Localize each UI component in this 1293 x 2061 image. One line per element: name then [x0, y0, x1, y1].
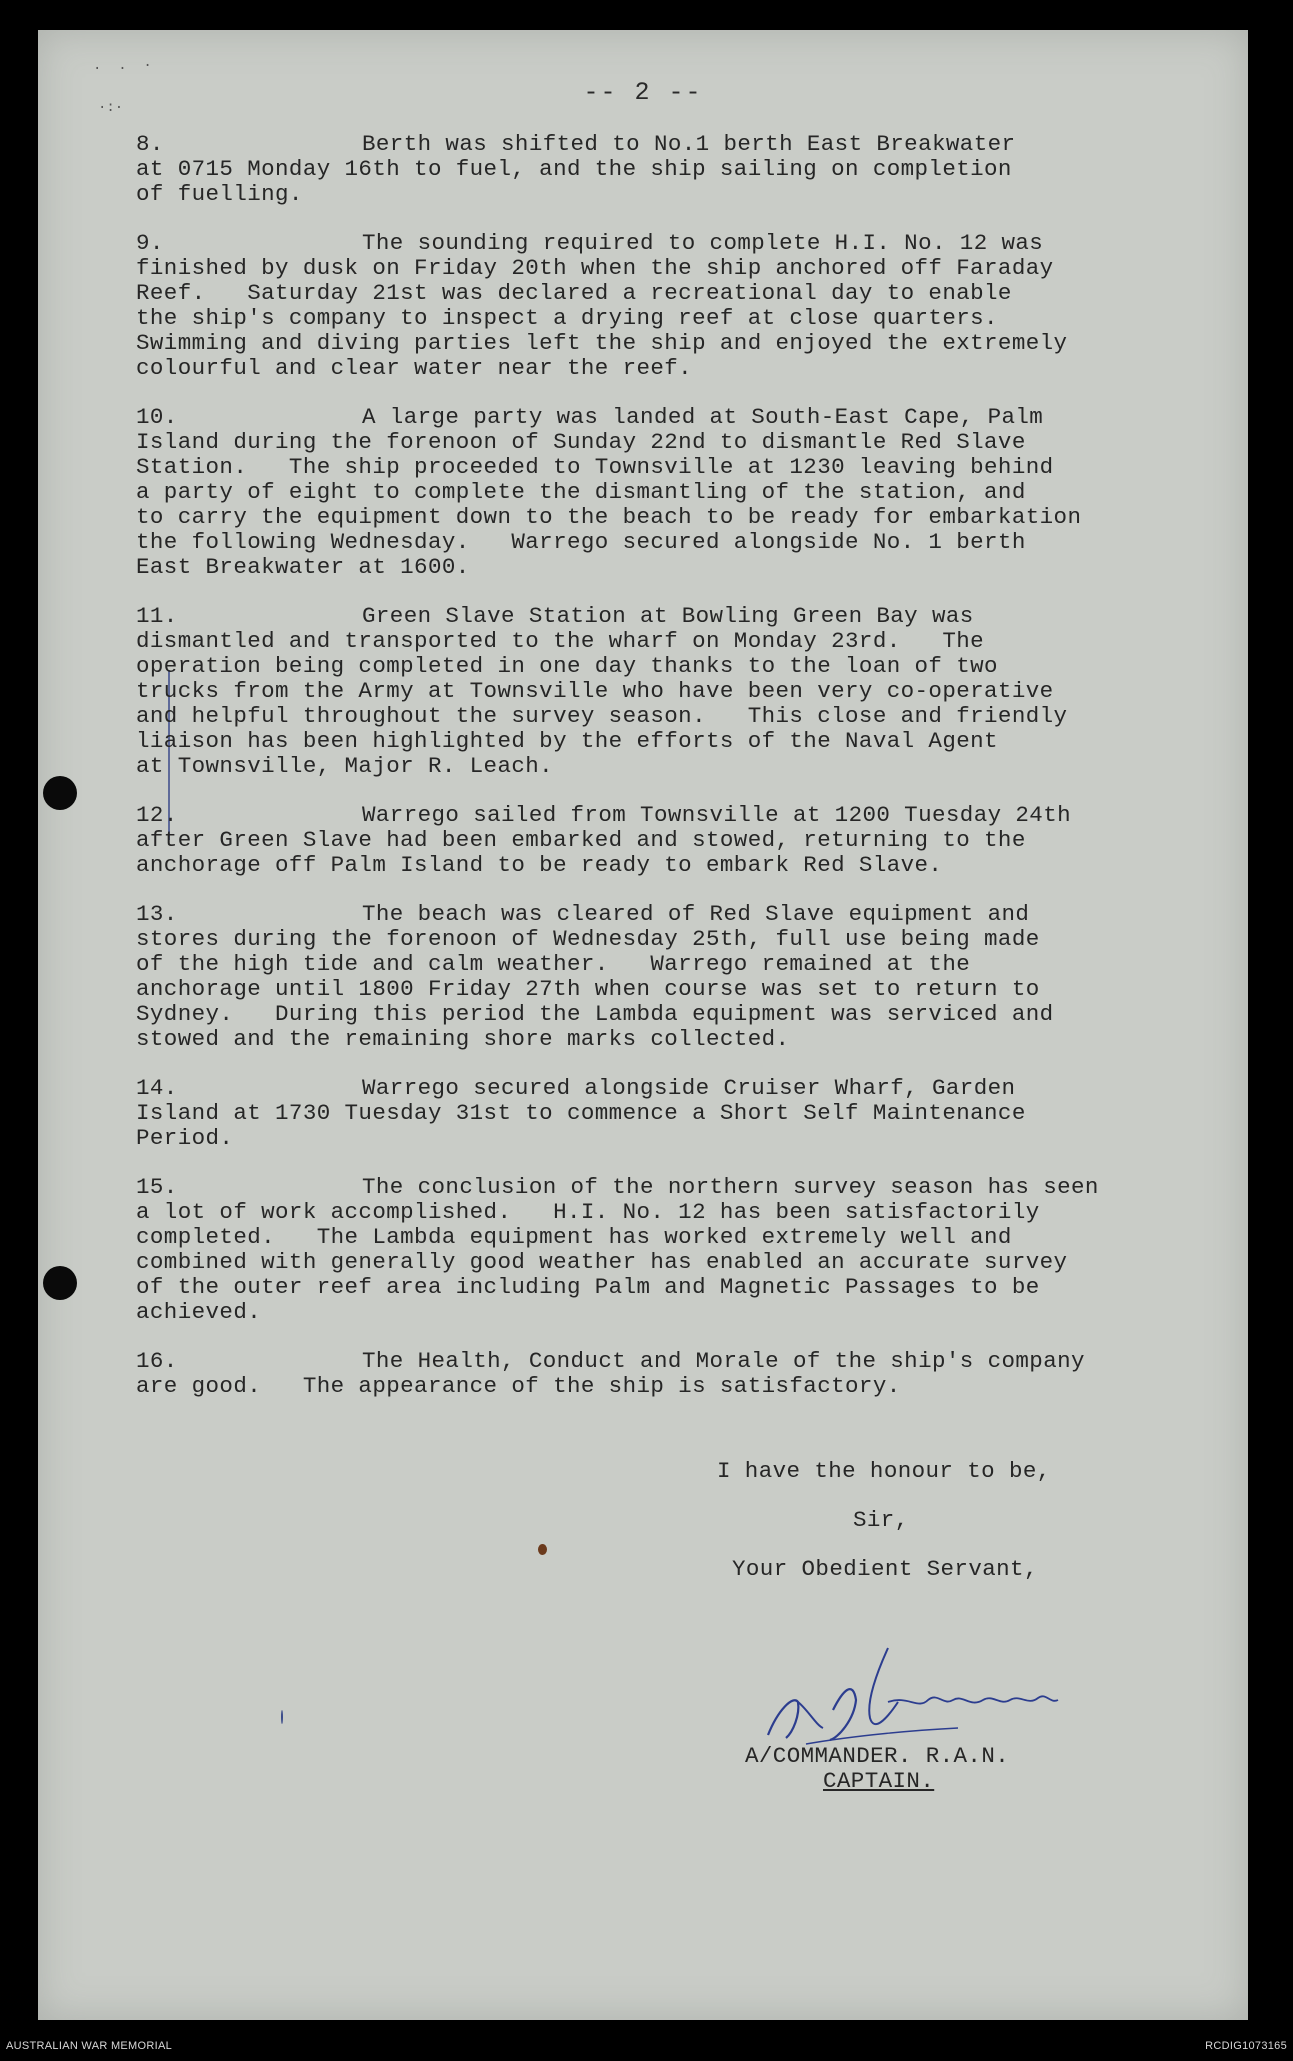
paragraph-line — [136, 1200, 1176, 1225]
paragraph-line — [136, 629, 1176, 654]
paragraph-11 — [136, 604, 1176, 779]
page-number: -- 2 -- — [583, 78, 703, 107]
paragraph-text: are good. The appearance of the ship is satisfactory. — [136, 1373, 901, 1399]
paragraph-line — [136, 803, 1176, 828]
paragraph-number: 14. — [136, 1075, 178, 1101]
letter-body — [136, 132, 1176, 1423]
paragraph-number: 15. — [136, 1174, 178, 1200]
paper-speck: ·:· — [98, 100, 124, 116]
closing-line-servant: Your Obedient Servant, — [732, 1556, 1038, 1582]
paragraph-text: Station. The ship proceeded to Townsville at 1230 leaving behind — [136, 454, 1054, 480]
paragraph-text: Period. — [136, 1125, 234, 1151]
pen-mark — [281, 1710, 283, 1724]
paragraph-text: stores during the forenoon of Wednesday 25th, full use being made — [136, 926, 1040, 952]
paragraph-text: after Green Slave had been embarked and stowed, returning to the — [136, 827, 1026, 853]
footer-institution: AUSTRALIAN WAR MEMORIAL — [6, 2040, 173, 2052]
paragraph-text: finished by dusk on Friday 20th when the ship anchored off Faraday — [136, 255, 1054, 281]
punch-hole-top — [43, 776, 77, 810]
paragraph-number: 13. — [136, 901, 178, 927]
paragraph-line — [136, 679, 1176, 704]
paragraph-line — [136, 1126, 1176, 1151]
paragraph-line — [136, 157, 1176, 182]
paragraph-number: 9. — [136, 230, 164, 256]
paragraph-line — [136, 132, 1176, 157]
paragraph-text: of fuelling. — [136, 181, 303, 207]
paragraph-text: The Health, Conduct and Morale of the ship's company — [362, 1348, 1085, 1374]
closing-line-honour: I have the honour to be, — [717, 1458, 1051, 1484]
paragraph-line — [136, 356, 1176, 381]
paragraph-line — [136, 1300, 1176, 1325]
paragraph-line — [136, 952, 1176, 977]
paragraph-text: Reef. Saturday 21st was declared a recreational day to enable — [136, 280, 1012, 306]
paragraph-line — [136, 505, 1176, 530]
paragraph-line — [136, 1076, 1176, 1101]
paragraph-9 — [136, 231, 1176, 381]
paragraph-text: Berth was shifted to No.1 berth East Breakwater — [362, 131, 1016, 157]
paragraph-line — [136, 231, 1176, 256]
paragraph-line — [136, 480, 1176, 505]
paragraph-text: the following Wednesday. Warrego secured alongside No. 1 berth — [136, 529, 1026, 555]
paragraph-text: liaison has been highlighted by the efforts of the Naval Agent — [136, 728, 998, 754]
paragraph-line — [136, 1101, 1176, 1126]
paragraph-line — [136, 853, 1176, 878]
paragraph-number: 8. — [136, 131, 164, 157]
paragraph-line — [136, 828, 1176, 853]
paragraph-text: Island at 1730 Tuesday 31st to commence a Short Self Maintenance — [136, 1100, 1026, 1126]
paragraph-line — [136, 306, 1176, 331]
paragraph-line — [136, 1374, 1176, 1399]
paragraph-text: The conclusion of the northern survey season has seen — [362, 1174, 1099, 1200]
paragraph-line — [136, 977, 1176, 1002]
paragraph-text: The sounding required to complete H.I. No. 12 was — [362, 230, 1044, 256]
paragraph-text: Sydney. During this period the Lambda equipment was serviced and — [136, 1001, 1054, 1027]
paragraph-text: East Breakwater at 1600. — [136, 554, 470, 580]
paragraph-line — [136, 1027, 1176, 1052]
paragraph-10 — [136, 405, 1176, 580]
paragraph-number: 16. — [136, 1348, 178, 1374]
paragraph-text: a party of eight to complete the dismantling of the station, and — [136, 479, 1026, 505]
paragraph-line — [136, 1349, 1176, 1374]
paragraph-text: The beach was cleared of Red Slave equipment and — [362, 901, 1030, 927]
paragraph-line — [136, 455, 1176, 480]
punch-hole-bottom — [43, 1266, 77, 1300]
paragraph-line — [136, 182, 1176, 207]
paragraph-15 — [136, 1175, 1176, 1325]
paragraph-line — [136, 331, 1176, 356]
paragraph-text: at Townsville, Major R. Leach. — [136, 753, 554, 779]
paper-speck: . . · — [93, 58, 152, 74]
paragraph-text: stowed and the remaining shore marks collected. — [136, 1026, 790, 1052]
paragraph-line — [136, 281, 1176, 306]
paragraph-12 — [136, 803, 1176, 878]
paragraph-line — [136, 1175, 1176, 1200]
paragraph-text: Swimming and diving parties left the ship and enjoyed the extremely — [136, 330, 1068, 356]
paragraph-line — [136, 729, 1176, 754]
paragraph-text: Warrego sailed from Townsville at 1200 Tuesday 24th — [362, 802, 1072, 828]
paragraph-text: Warrego secured alongside Cruiser Wharf, Garden — [362, 1075, 1016, 1101]
paragraph-line — [136, 902, 1176, 927]
paragraph-line — [136, 927, 1176, 952]
paragraph-text: trucks from the Army at Townsville who have been very co-operative — [136, 678, 1054, 704]
paragraph-number: 12. — [136, 802, 178, 828]
paragraph-number: 10. — [136, 404, 178, 430]
ink-stain — [538, 1544, 547, 1555]
paragraph-text: A large party was landed at South-East Cape, Palm — [362, 404, 1044, 430]
paragraph-16 — [136, 1349, 1176, 1399]
signatory-title: CAPTAIN. — [823, 1768, 935, 1794]
paragraph-text: to carry the equipment down to the beach to be ready for embarkation — [136, 504, 1082, 530]
paragraph-line — [136, 430, 1176, 455]
paragraph-text: anchorage off Palm Island to be ready to embark Red Slave. — [136, 852, 943, 878]
paragraph-text: the ship's company to inspect a drying reef at close quarters. — [136, 305, 998, 331]
paragraph-text: at 0715 Monday 16th to fuel, and the ship sailing on completion — [136, 156, 1012, 182]
paragraph-line — [136, 530, 1176, 555]
paragraph-text: dismantled and transported to the wharf on Monday 23rd. The — [136, 628, 985, 654]
paragraph-14 — [136, 1076, 1176, 1151]
paragraph-line — [136, 1250, 1176, 1275]
paragraph-number: 11. — [136, 603, 178, 629]
paragraph-text: a lot of work accomplished. H.I. No. 12 has been satisfactorily — [136, 1199, 1040, 1225]
paragraph-text: achieved. — [136, 1299, 262, 1325]
paragraph-line — [136, 405, 1176, 430]
paragraph-text: anchorage until 1800 Friday 27th when course was set to return to — [136, 976, 1040, 1002]
handwritten-signature — [738, 1640, 1078, 1760]
paragraph-8 — [136, 132, 1176, 207]
paragraph-text: and helpful throughout the survey season. This close and friendly — [136, 703, 1068, 729]
paragraph-line — [136, 555, 1176, 580]
paragraph-13 — [136, 902, 1176, 1052]
paragraph-line — [136, 1275, 1176, 1300]
paragraph-line — [136, 754, 1176, 779]
paragraph-text: Island during the forenoon of Sunday 22nd to dismantle Red Slave — [136, 429, 1026, 455]
paragraph-text: of the high tide and calm weather. Warrego remained at the — [136, 951, 971, 977]
footer-record-id: RCDIG1073165 — [1205, 2040, 1287, 2052]
paragraph-line — [136, 654, 1176, 679]
paragraph-text: combined with generally good weather has enabled an accurate survey — [136, 1249, 1068, 1275]
paragraph-text: Green Slave Station at Bowling Green Bay was — [362, 603, 974, 629]
paragraph-line — [136, 704, 1176, 729]
paragraph-line — [136, 604, 1176, 629]
paragraph-line — [136, 1225, 1176, 1250]
paragraph-text: completed. The Lambda equipment has worked extremely well and — [136, 1224, 1012, 1250]
paragraph-line — [136, 256, 1176, 281]
paragraph-text: operation being completed in one day thanks to the loan of two — [136, 653, 998, 679]
closing-line-sir: Sir, — [853, 1507, 909, 1533]
paragraph-text: of the outer reef area including Palm and Magnetic Passages to be — [136, 1274, 1040, 1300]
signatory-rank: A/COMMANDER. R.A.N. — [745, 1743, 1010, 1769]
paragraph-line — [136, 1002, 1176, 1027]
paragraph-text: colourful and clear water near the reef. — [136, 355, 693, 381]
